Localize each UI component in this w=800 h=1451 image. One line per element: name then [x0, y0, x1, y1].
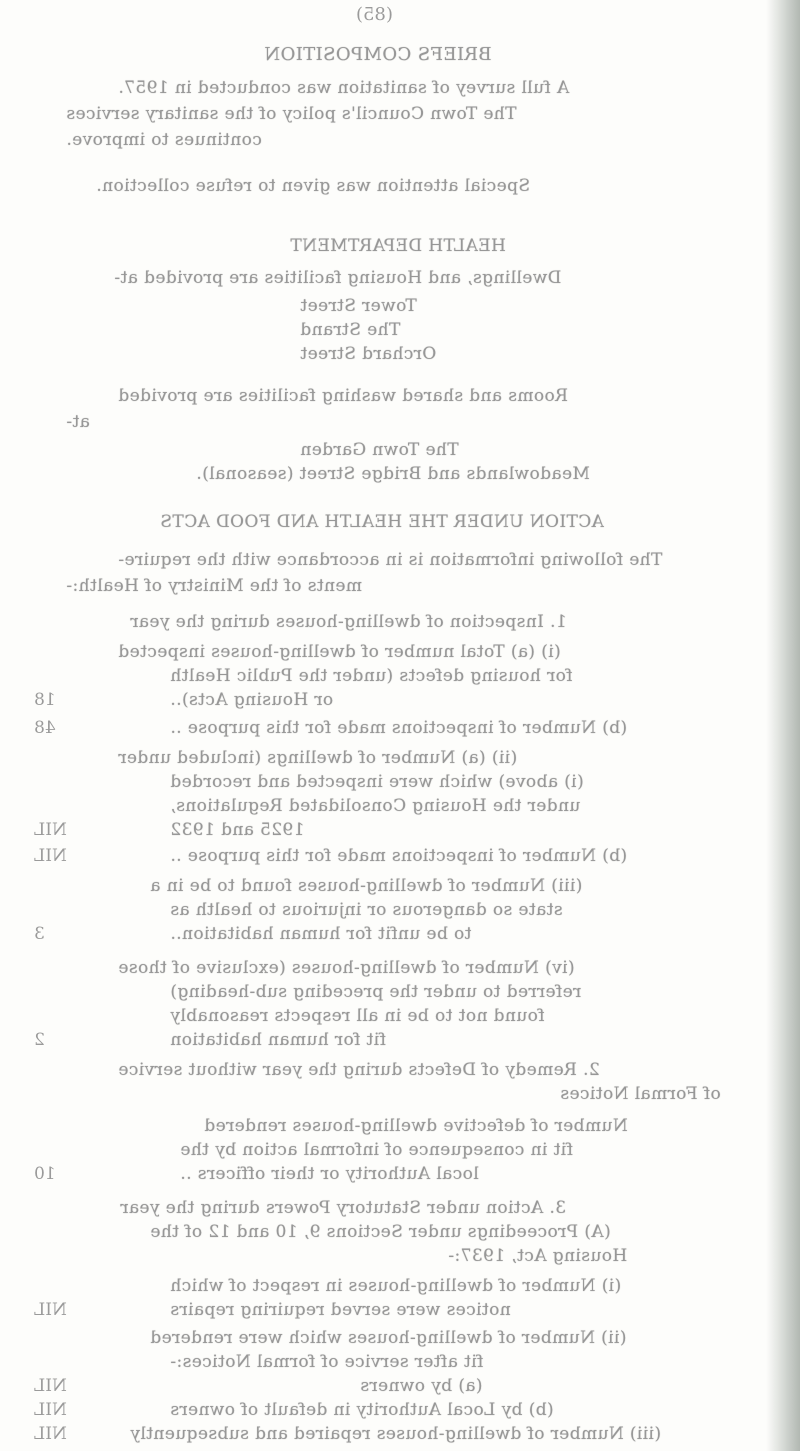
text-line: for housing defects (under the Public Health — [170, 666, 573, 686]
text-line: (b) by Local Authority in default of owners — [170, 1400, 554, 1420]
subsection-heading: of Formal Notices — [560, 1084, 721, 1104]
text-line: (a) by owners — [360, 1376, 483, 1396]
text-line: or Housing Acts).. — [170, 690, 334, 710]
page-number: (85) — [356, 4, 393, 25]
margin-number: NIL — [34, 1376, 67, 1396]
section-heading-1: BRIEFS COMPOSITION — [264, 44, 492, 65]
text-line: Meadowlands and Bridge Street (seasonal). — [196, 464, 590, 484]
text-line: Number of defective dwelling-houses rendered — [204, 1116, 628, 1136]
text-line: (i) (a) Total number of dwelling-houses inspected — [118, 642, 561, 662]
text-line: (b) Number of inspections made for this purpose .. — [170, 846, 628, 866]
margin-number: 10 — [34, 1164, 56, 1184]
text-line: local Authority or their officers .. — [180, 1164, 479, 1184]
text-line: to be unfit for human habitation.. — [170, 924, 472, 944]
section-heading-3: ACTION UNDER THE HEALTH AND FOOD ACTS — [160, 512, 604, 532]
text-line: (ii) Number of dwelling-houses which were rendered — [150, 1328, 627, 1348]
subsection-heading: 2. Remedy of Defects during the year without service — [118, 1060, 600, 1080]
text-line: Rooms and shared washing facilities are provided — [118, 386, 568, 406]
text-line: fit in consequence of informal action by the — [180, 1140, 573, 1160]
text-line: (iii) Number of dwelling-houses found to be in a — [150, 876, 583, 896]
margin-number: NIL — [34, 1300, 67, 1320]
text-line: at- — [66, 412, 90, 432]
margin-number: NIL — [34, 1424, 67, 1444]
margin-number: 48 — [34, 718, 56, 738]
text-line: The Town Council's policy of the sanitary services — [66, 104, 517, 124]
text-line: The Strand — [300, 320, 401, 340]
text-line: Tower Street — [300, 296, 417, 316]
text-line: referred to under the preceding sub-heading) — [170, 982, 582, 1002]
text-line: Orchard Street — [300, 344, 437, 364]
text-line: The Town Garden — [300, 440, 459, 460]
text-line: (i) Number of dwelling-houses in respect of which — [170, 1276, 622, 1296]
text-line: (iii) Number of dwelling-houses repaired and subsequently — [130, 1424, 662, 1444]
subsection-heading: Housing Act, 1937:- — [448, 1246, 628, 1266]
text-line: 1925 and 1932 — [170, 820, 305, 840]
subsection-heading: 1. Inspection of dwelling-houses during the year — [130, 612, 567, 632]
text-line: (b) Number of inspections made for this purpose .. — [170, 718, 628, 738]
margin-number: NIL — [34, 846, 67, 866]
text-line: (i) above) which were inspected and recorded — [170, 772, 584, 792]
margin-number: 18 — [34, 690, 56, 710]
text-line: (iv) Number of dwelling-houses (exclusive of those — [118, 958, 575, 978]
text-line: Special attention was given to refuse collection. — [96, 176, 531, 196]
text-line: under the Housing Consolidated Regulations, — [170, 796, 581, 816]
subsection-heading: 3. Action under Statutory Powers during the year — [120, 1198, 567, 1218]
text-line: The following information is in accordance with the require- — [118, 550, 663, 570]
text-line: ments of the Ministry of Health:- — [66, 576, 363, 596]
margin-number: 3 — [34, 924, 45, 944]
text-line: Dwellings, and Housing facilities are provided at- — [114, 268, 562, 288]
text-line: continues to improve. — [66, 130, 262, 150]
text-line: fit after service of formal Notices:- — [170, 1352, 484, 1372]
text-line: fit for human habitation — [170, 1030, 386, 1050]
margin-number: 2 — [34, 1030, 45, 1050]
text-line: (ii) (a) Number of dwellings (included under — [118, 748, 518, 768]
text-line: notices were served requiring repairs — [170, 1300, 511, 1320]
subsection-heading: (A) Proceedings under Sections 9, 10 and 12 of the — [150, 1222, 611, 1242]
section-heading-2: HEALTH DEPARTMENT — [290, 236, 506, 256]
text-line: A full survey of sanitation was conducted in 1957. — [118, 78, 570, 98]
text-line: state so dangerous or injurious to health as — [170, 900, 563, 920]
page-edge-shadow — [766, 0, 800, 1451]
margin-number: NIL — [34, 1400, 67, 1420]
text-line: found not to be in all respects reasonably — [170, 1006, 545, 1026]
margin-number: NIL — [34, 820, 67, 840]
